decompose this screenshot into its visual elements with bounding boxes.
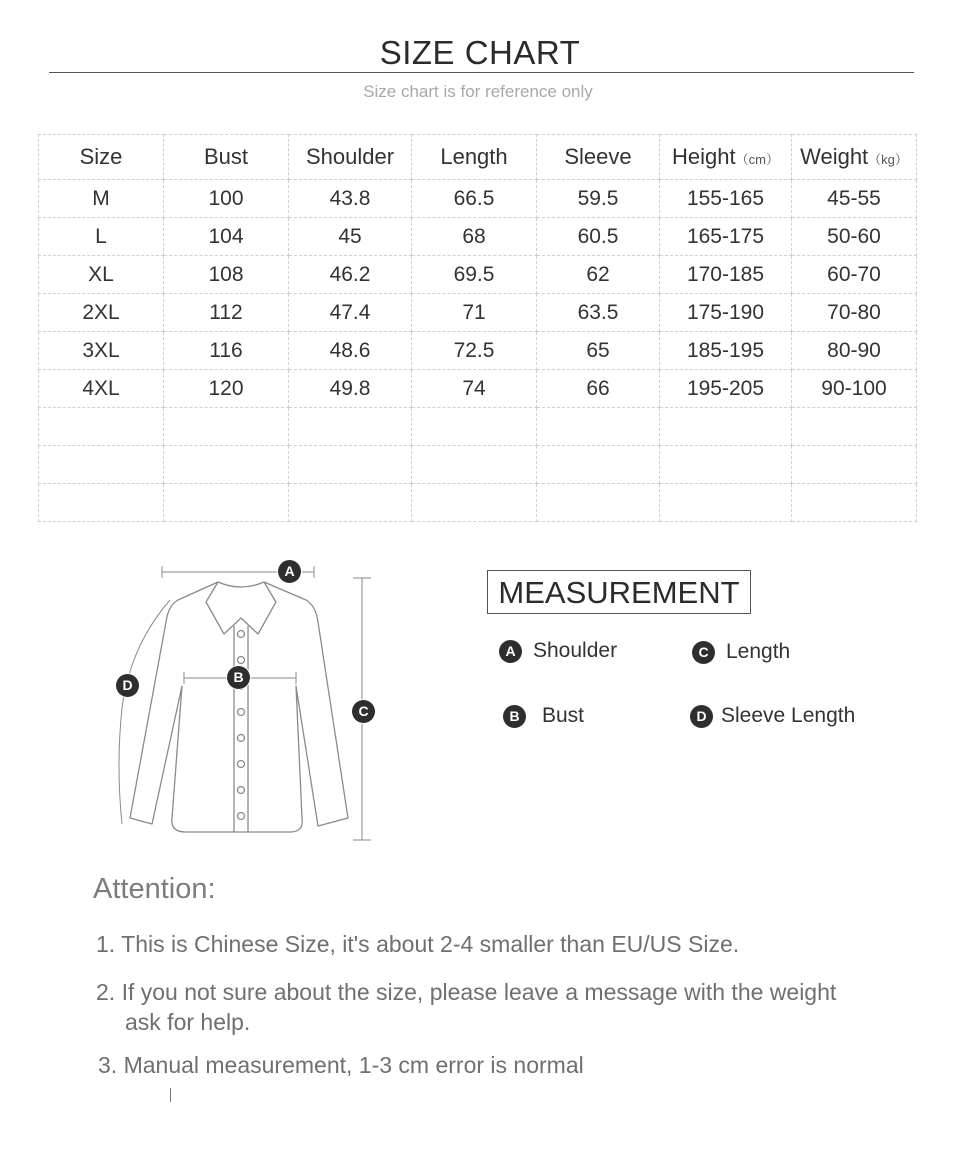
cell-height: 165-175	[660, 218, 792, 256]
cell-weight: 50-60	[792, 218, 917, 256]
legend-label-shoulder: Shoulder	[533, 639, 618, 662]
cell-empty	[537, 484, 660, 522]
table-row-empty	[39, 408, 917, 446]
column-header-height	[660, 135, 792, 180]
legend-marker-a: A	[499, 640, 522, 663]
column-header-size: Size	[39, 135, 164, 180]
attention-note-2: 2. If you not sure about the size, please leave a message with the weight ask for help.	[96, 979, 837, 1035]
cell-empty	[537, 446, 660, 484]
height-label: Height	[672, 144, 736, 169]
page-subtitle: Size chart is for reference only	[363, 82, 593, 101]
cell-shoulder: 43.8	[289, 180, 412, 218]
cell-length: 68	[412, 218, 537, 256]
cell-length: 74	[412, 370, 537, 408]
table-row	[39, 256, 917, 294]
legend-label-length: Length	[726, 640, 791, 663]
cell-height: 185-195	[660, 332, 792, 370]
cell-size: 3XL	[39, 332, 164, 370]
attention-note-3: 3. Manual measurement, 1-3 cm error is normal	[98, 1052, 584, 1078]
table-row-empty	[39, 484, 917, 522]
cell-empty	[164, 446, 289, 484]
legend-label-bust: Bust	[542, 704, 585, 727]
cell-weight: 90-100	[792, 370, 917, 408]
cell-empty	[164, 484, 289, 522]
cell-sleeve: 65	[537, 332, 660, 370]
cell-empty	[164, 408, 289, 446]
cell-height: 170-185	[660, 256, 792, 294]
cell-size: M	[39, 180, 164, 218]
cell-shoulder: 48.6	[289, 332, 412, 370]
cell-bust: 100	[164, 180, 289, 218]
cell-size: XL	[39, 256, 164, 294]
cell-empty	[660, 408, 792, 446]
marker-c: C	[352, 700, 375, 723]
height-unit: （cm）	[735, 152, 779, 167]
table-body	[39, 180, 917, 522]
cell-empty	[792, 484, 917, 522]
table-row	[39, 218, 917, 256]
cell-weight: 70-80	[792, 294, 917, 332]
cell-height: 175-190	[660, 294, 792, 332]
cell-shoulder: 45	[289, 218, 412, 256]
legend-item-shoulder	[499, 639, 617, 663]
cell-weight: 60-70	[792, 256, 917, 294]
legend-item-sleeve-length	[690, 704, 855, 728]
attention-title: Attention:	[93, 873, 216, 905]
size-table	[38, 134, 917, 522]
text-cursor-mark	[170, 1088, 171, 1102]
cell-empty	[39, 408, 164, 446]
cell-bust: 104	[164, 218, 289, 256]
cell-bust: 116	[164, 332, 289, 370]
cell-empty	[412, 484, 537, 522]
legend-item-bust	[503, 704, 584, 728]
table-row	[39, 332, 917, 370]
cell-length: 71	[412, 294, 537, 332]
cell-empty	[660, 484, 792, 522]
cell-height: 195-205	[660, 370, 792, 408]
cell-size: L	[39, 218, 164, 256]
cell-size: 4XL	[39, 370, 164, 408]
table-row	[39, 294, 917, 332]
measurement-title: MEASUREMENT	[487, 570, 751, 614]
cell-bust: 108	[164, 256, 289, 294]
legend-marker-d: D	[690, 705, 713, 728]
cell-empty	[660, 446, 792, 484]
column-header-shoulder: Shoulder	[289, 135, 412, 180]
cell-sleeve: 62	[537, 256, 660, 294]
cell-length: 69.5	[412, 256, 537, 294]
cell-length: 72.5	[412, 332, 537, 370]
cell-weight: 45-55	[792, 180, 917, 218]
cell-shoulder: 49.8	[289, 370, 412, 408]
marker-a: A	[278, 560, 301, 583]
cell-empty	[289, 446, 412, 484]
cell-empty	[792, 408, 917, 446]
marker-b: B	[227, 666, 250, 689]
legend-marker-b: B	[503, 705, 526, 728]
column-header-length: Length	[412, 135, 537, 180]
cell-empty	[792, 446, 917, 484]
attention-note-1: 1. This is Chinese Size, it's about 2-4 smaller than EU/US Size.	[96, 931, 740, 957]
cell-empty	[39, 446, 164, 484]
cell-sleeve: 59.5	[537, 180, 660, 218]
cell-empty	[289, 484, 412, 522]
table-row	[39, 370, 917, 408]
shirt-diagram	[100, 556, 400, 846]
weight-label: Weight	[800, 144, 869, 169]
cell-empty	[537, 408, 660, 446]
cell-shoulder: 47.4	[289, 294, 412, 332]
legend-item-length	[692, 640, 790, 664]
shirt-drawing	[100, 556, 400, 846]
legend-marker-c: C	[692, 641, 715, 664]
table-row	[39, 180, 917, 218]
cell-bust: 112	[164, 294, 289, 332]
weight-unit: （kg）	[868, 152, 908, 167]
cell-bust: 120	[164, 370, 289, 408]
cell-size: 2XL	[39, 294, 164, 332]
table-header-row	[39, 135, 917, 180]
cell-shoulder: 46.2	[289, 256, 412, 294]
cell-empty	[412, 408, 537, 446]
cell-empty	[39, 484, 164, 522]
cell-empty	[412, 446, 537, 484]
cell-length: 66.5	[412, 180, 537, 218]
page-title: SIZE CHART	[379, 34, 581, 71]
title-divider	[49, 72, 914, 73]
cell-weight: 80-90	[792, 332, 917, 370]
cell-sleeve: 60.5	[537, 218, 660, 256]
table-row-empty	[39, 446, 917, 484]
column-header-weight	[792, 135, 917, 180]
marker-d: D	[116, 674, 139, 697]
cell-sleeve: 66	[537, 370, 660, 408]
column-header-bust: Bust	[164, 135, 289, 180]
legend-label-sleeve-length: Sleeve Length	[721, 704, 856, 727]
cell-height: 155-165	[660, 180, 792, 218]
cell-empty	[289, 408, 412, 446]
cell-sleeve: 63.5	[537, 294, 660, 332]
column-header-sleeve: Sleeve	[537, 135, 660, 180]
